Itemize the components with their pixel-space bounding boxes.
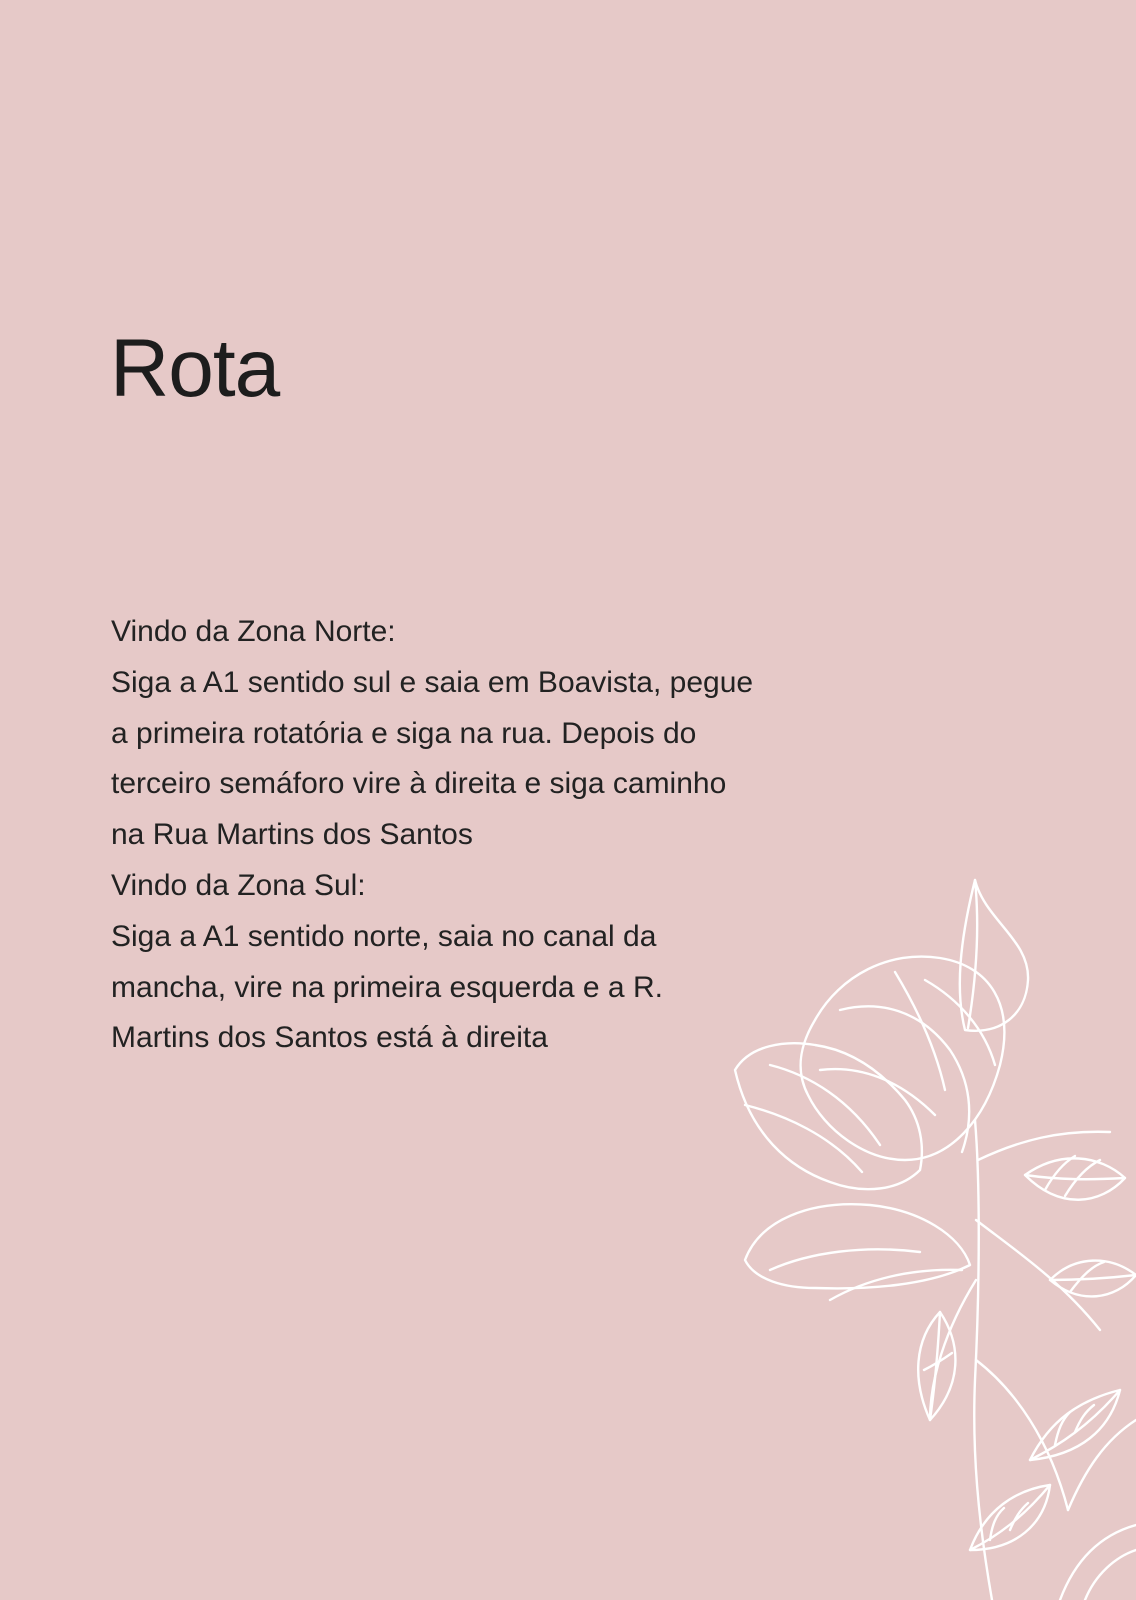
page-title: Rota [110, 323, 280, 414]
south-route-directions: Siga a A1 sentido norte, saia no canal da mancha, vire na primeira esquerda e a R. Martins dos Santos está à direita [111, 919, 663, 1055]
south-route-heading: Vindo da Zona Sul: [111, 868, 366, 902]
floral-line-art-icon [730, 860, 1136, 1600]
route-directions [111, 607, 771, 1064]
north-route-heading: Vindo da Zona Norte: [111, 615, 396, 648]
north-route-directions: Siga a A1 sentido sul e saia em Boavista, pegue a primeira rotatória e siga na rua. Depois do terceiro semáforo vire à direita e siga caminho na Rua Martins dos Santos [111, 665, 754, 852]
